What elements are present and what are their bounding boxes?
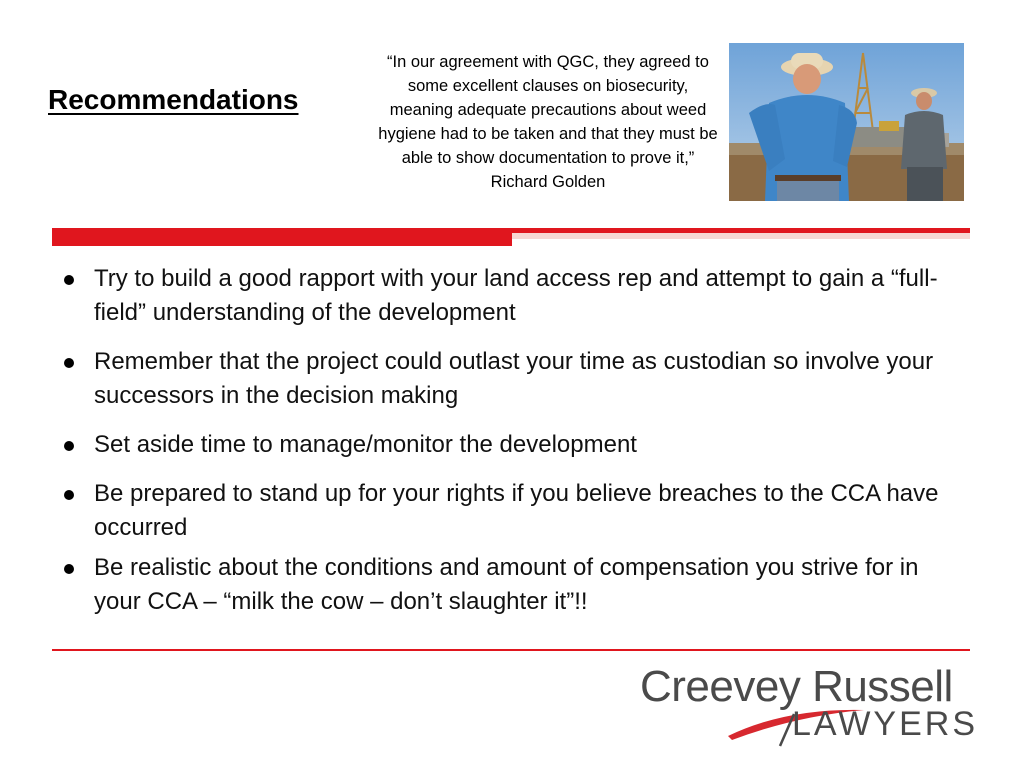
quote-block	[374, 50, 722, 194]
creevey-russell-logo	[636, 662, 979, 748]
bullet-icon	[64, 441, 74, 451]
header-divider-light	[512, 233, 970, 239]
recommendations-list	[60, 262, 970, 634]
list-item-text: Remember that the project could outlast your time as custodian so involve your successors in the decision making	[94, 348, 934, 409]
quote-text: “In our agreement with QGC, they agreed to some excellent clauses on biosecurity, meaning adequate precautions about weed hygiene had to be taken and that they must be able to show documentation to prove it,”	[378, 53, 718, 167]
list-item-text: Be prepared to stand up for your rights if you believe breaches to the CCA have occurred	[94, 480, 939, 541]
logo-name: Creevey Russell	[640, 662, 953, 711]
slide-title: Recommendations	[48, 84, 299, 115]
list-item-text: Try to build a good rapport with your land access rep and attempt to gain a “full-field” understanding of the development	[94, 265, 938, 326]
header-divider-thick	[52, 228, 512, 246]
bullet-icon	[64, 564, 74, 574]
quote-attribution: Richard Golden	[490, 173, 606, 191]
list-item	[60, 345, 970, 413]
landholder-photo	[729, 43, 964, 201]
bullet-icon	[64, 275, 74, 285]
logo-subtitle: LAWYERS	[792, 705, 979, 743]
bullet-icon	[64, 490, 74, 500]
list-item	[60, 428, 970, 462]
list-item-text: Set aside time to manage/monitor the development	[94, 431, 637, 458]
bullet-icon	[64, 358, 74, 368]
list-item-text: Be realistic about the conditions and amount of compensation you strive for in your CCA – “milk the cow – don’t slaughter it”!!	[94, 554, 919, 615]
list-item	[60, 262, 970, 330]
list-item	[60, 477, 970, 545]
list-item	[60, 551, 970, 619]
footer-divider	[52, 649, 970, 651]
